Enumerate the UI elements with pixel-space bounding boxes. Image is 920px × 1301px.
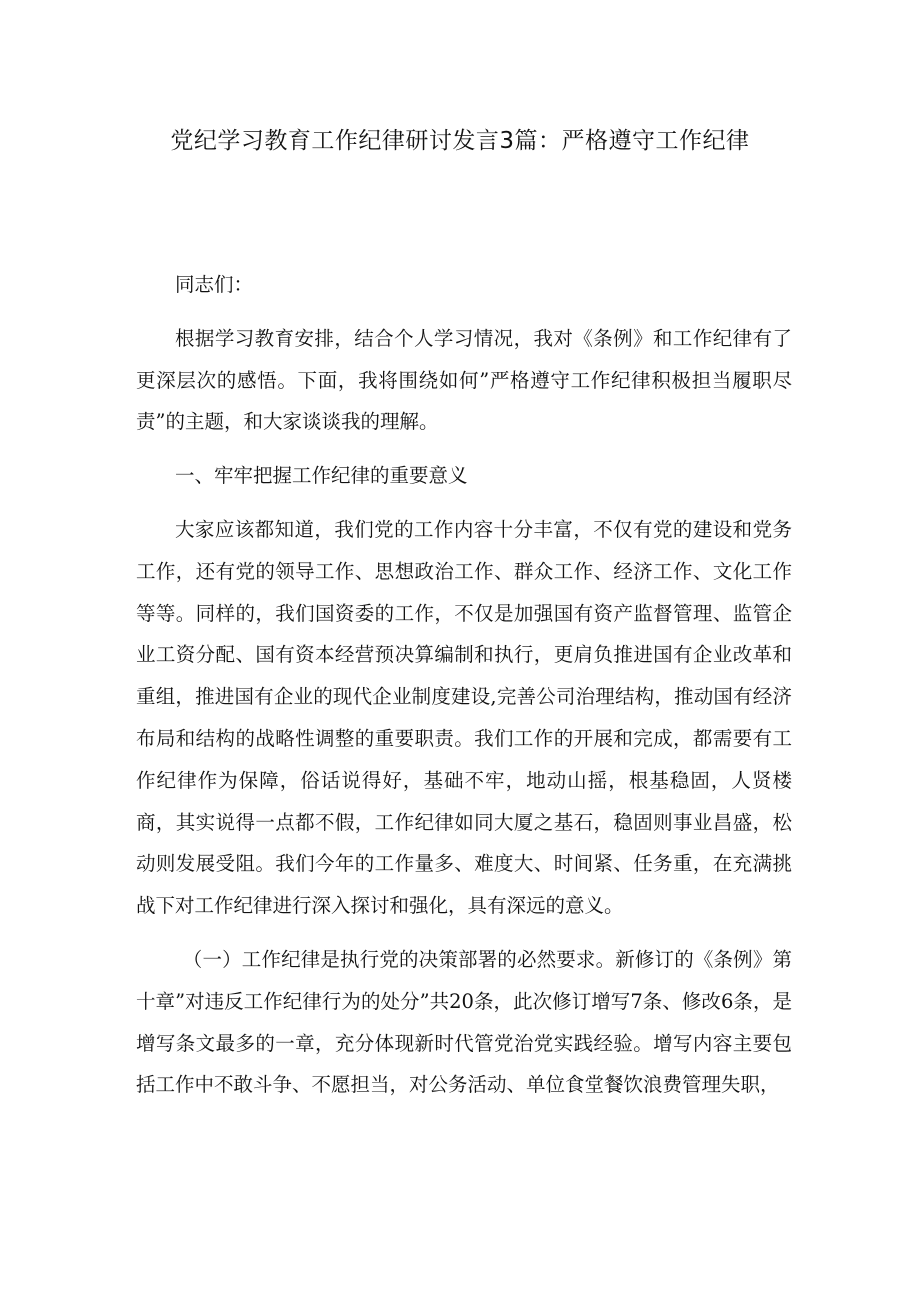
document-title: 党纪学习教育工作纪律研讨发言3篇：严格遵守工作纪律 xyxy=(170,128,750,154)
document-body xyxy=(136,264,792,1106)
paragraph-intro: 根据学习教育安排，结合个人学习情况，我对《条例》和工作纪律有了更深层次的感悟。下面，我将围绕如何”严格遵守工作纪律积极担当履职尽责”的主题，和大家谈谈我的理解。 xyxy=(136,326,792,434)
paragraph-subsection-1: （一）工作纪律是执行党的决策部署的必然要求。新修订的《条例》第十章”对违反工作纪律行为的处分”共20条，此次修订增写7条、修改6条，是增写条文最多的一章，充分体现新时代管党治党实践经验。增写内容主要包括工作中不敢斗争、不愿担当，对公务活动、单位食堂餐饮浪费管理失职， xyxy=(136,947,792,1097)
section-heading-1: 一、牢牢把握工作纪律的重要意义 xyxy=(175,464,468,488)
salutation: 同志们： xyxy=(175,273,254,296)
paragraph-significance: 大家应该都知道，我们党的工作内容十分丰富，不仅有党的建设和党务工作，还有党的领导工作、思想政治工作、群众工作、经济工作、文化工作等等。同样的，我们国资委的工作，不仅是加强国有资产监督管理、监管企业工资分配、国有资本经营预决算编制和执行，更肩负推进国有企业改革和重组，推进国有企业的现代企业制度建设,完善公司治理结构，推动国有经济布局和结构的战略性调整的重要职责。我们工作的开展和完成，都需要有工作纪律作为保障，俗话说得好，基础不牢，地动山摇，根基稳固，人贤楼商，其实说得一点都不假，工作纪律如同大厦之基石，稳固则事业昌盛，松动则发展受阻。我们今年的工作量多、难度大、时间紧、任务重，在充满挑战下对工作纪律进行深入探讨和强化，具有深远的意义。 xyxy=(136,517,792,918)
